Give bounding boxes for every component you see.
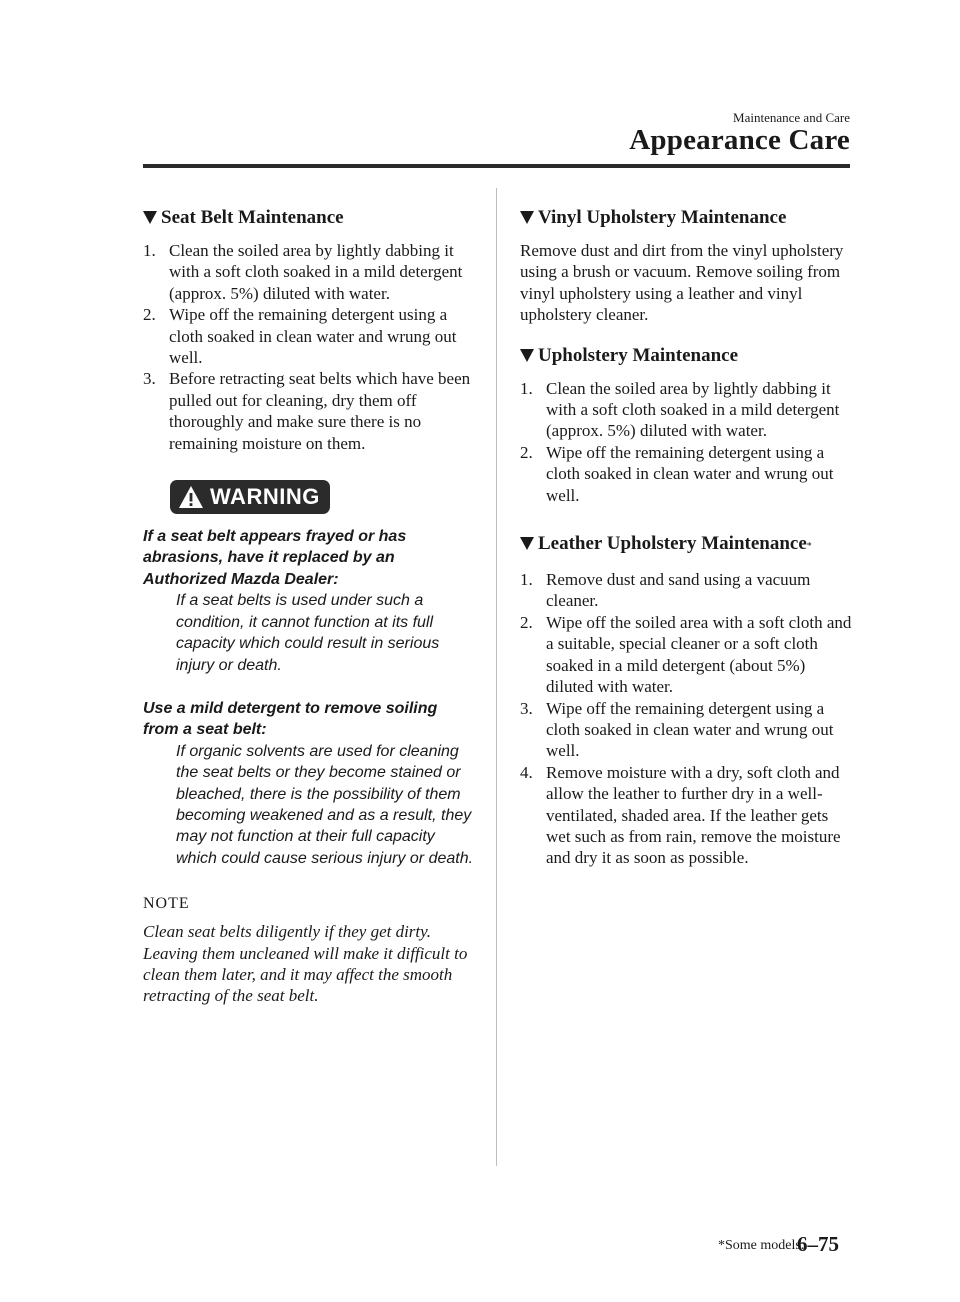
seatbelt-steps [143, 240, 475, 454]
note-heading: NOTE [143, 895, 190, 913]
warning-description: If organic solvents are used for cleaning the seat belts or they become stained or bleached, there is the possibility of them becoming weakened and as a result, they may not function at their full capacity which could cause serious injury or death. [176, 742, 474, 867]
warning-triangle-icon [178, 485, 204, 509]
list-item [520, 569, 852, 612]
step-number: 4. [520, 762, 533, 782]
triangle-marker-icon [520, 211, 534, 224]
leather-steps [520, 569, 852, 869]
page-number: 6–75 [797, 1232, 839, 1256]
vinyl-heading-text: Vinyl Upholstery Maintenance [538, 207, 787, 228]
warning-lead: If a seat belt appears frayed or has abrasions, have it replaced by an Authorized Mazda Dealer: [143, 528, 407, 588]
upholstery-steps [520, 378, 852, 506]
note-text: Clean seat belts diligently if they get dirty. Leaving them uncleaned will make it difficult to clean them later, and it may affect the smooth retracting of the seat belt. [143, 922, 468, 1006]
column-divider [496, 188, 497, 1166]
triangle-marker-icon [520, 537, 534, 550]
upholstery-heading [520, 342, 852, 370]
list-item [520, 442, 852, 506]
leather-heading-text: Leather Upholstery Maintenance [538, 533, 807, 555]
list-item [143, 368, 475, 454]
step-number: 3. [520, 698, 533, 718]
step-text: Before retracting seat belts which have been pulled out for cleaning, dry them off thoroughly and make sure there is no remaining moisture on them. [169, 369, 471, 453]
triangle-marker-icon [520, 349, 534, 362]
step-text: Wipe off the remaining detergent using a cloth soaked in clean water and wrung out well. [546, 698, 834, 761]
list-item [520, 612, 852, 698]
step-text: Wipe off the soiled area with a soft cloth and a suitable, special cleaner or a soft cloth soaked in a mild detergent (about 5%) diluted with water. [546, 612, 852, 697]
list-item [143, 304, 475, 368]
list-item [520, 762, 852, 869]
upholstery-heading-text: Upholstery Maintenance [538, 344, 739, 366]
step-text: Remove moisture with a dry, soft cloth and allow the leather to further dry in a well-ventilated, shaded area. If the leather gets wet such as from rain, remove the moisture and dry it as soon as possible. [546, 762, 841, 868]
right-column [520, 204, 852, 869]
leather-heading [520, 530, 852, 561]
page-title: Appearance Care [629, 124, 850, 156]
list-item [143, 240, 475, 304]
step-number: 1. [520, 570, 533, 590]
warning-badge [170, 480, 330, 514]
seatbelt-heading-text: Seat Belt Maintenance [161, 207, 344, 228]
step-text: Remove dust and sand using a vacuum cleaner. [546, 570, 811, 611]
warning-lead: Use a mild detergent to remove soiling from a seat belt: [143, 699, 438, 739]
step-number: 2. [143, 305, 156, 325]
list-item [520, 698, 852, 762]
seatbelt-heading [143, 204, 475, 232]
header-section-name: Maintenance and Care [733, 110, 850, 125]
step-number: 2. [520, 612, 533, 632]
list-item [520, 378, 852, 442]
header-rule [143, 164, 850, 168]
warning-description: If a seat belts is used under such a condition, it cannot function at its full capacity which could result in serious injury or death. [176, 592, 440, 674]
left-column [143, 204, 475, 1007]
vinyl-text: Remove dust and dirt from the vinyl upholstery using a brush or vacuum. Remove soiling from vinyl upholstery using a leather and vinyl upholstery cleaner. [520, 241, 844, 325]
step-text: Wipe off the remaining detergent using a cloth soaked in clean water and wrung out well. [169, 305, 457, 368]
warning-item [143, 526, 475, 676]
step-text: Wipe off the remaining detergent using a cloth soaked in clean water and wrung out well. [546, 442, 834, 505]
some-models-mark: * [806, 541, 812, 553]
triangle-marker-icon [143, 211, 157, 224]
warning-label: WARNING [210, 484, 320, 510]
warning-item [143, 698, 475, 869]
step-number: 1. [520, 378, 533, 398]
step-number: 3. [143, 369, 156, 389]
step-number: 2. [520, 442, 533, 462]
step-number: 1. [143, 241, 156, 260]
step-text: Clean the soiled area by lightly dabbing it with a soft cloth soaked in a mild detergent (approx. 5%) diluted with water. [169, 241, 463, 303]
step-text: Clean the soiled area by lightly dabbing it with a soft cloth soaked in a mild detergent (approx. 5%) diluted with water. [546, 378, 840, 441]
vinyl-heading [520, 204, 852, 232]
some-models-note: *Some models. [718, 1238, 805, 1253]
